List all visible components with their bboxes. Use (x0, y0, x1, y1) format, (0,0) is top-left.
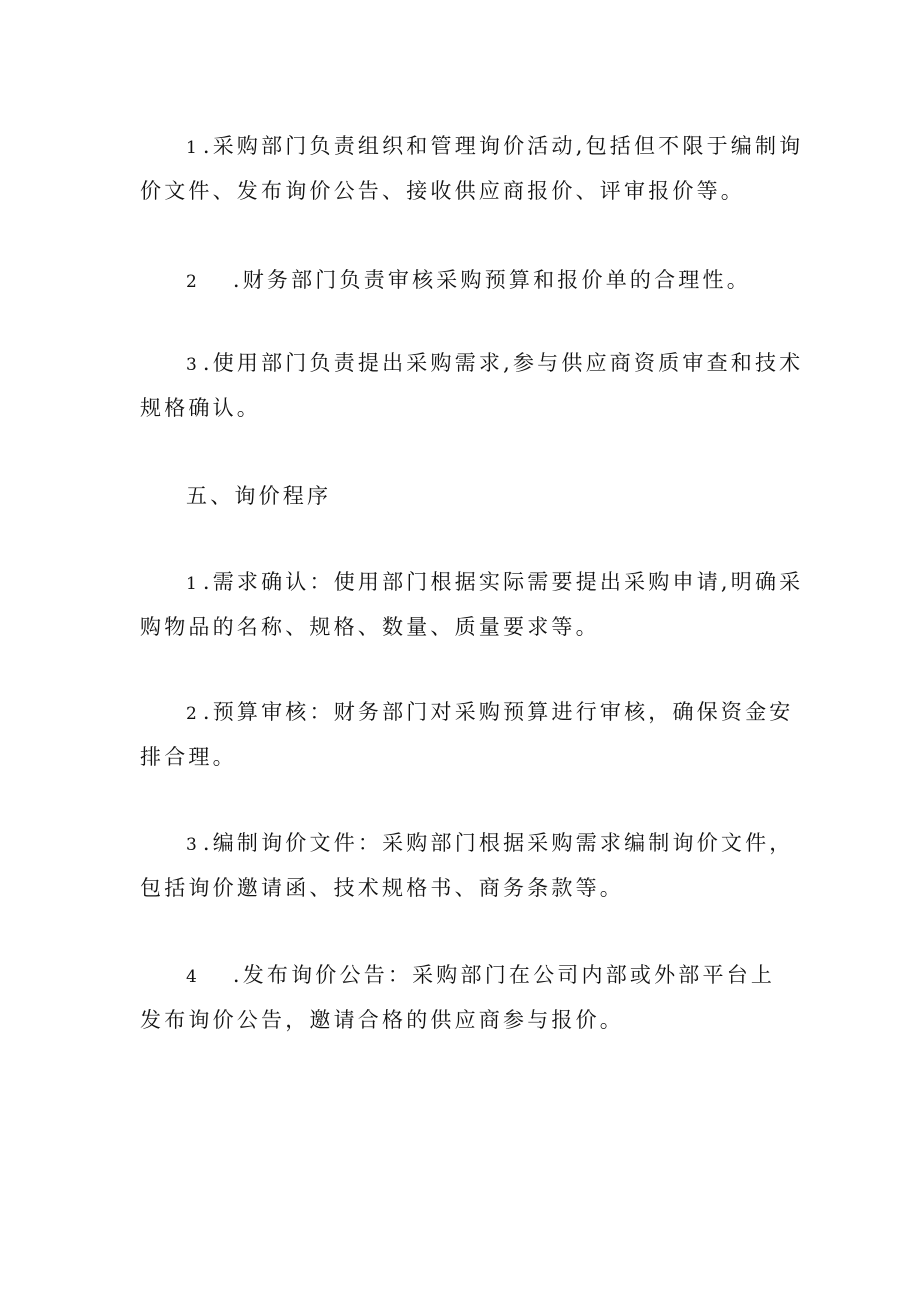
paragraph-line (140, 690, 800, 735)
paragraph-line (140, 953, 800, 998)
paragraph-line: 价文件、发布询价公告、接收供应商报价、评审报价等。 (140, 179, 745, 203)
paragraph-responsibility-user-dept (140, 341, 804, 431)
paragraph-line: 发布询价公告，邀请合格的供应商参与报价。 (140, 1008, 624, 1032)
paragraph-responsibility-procurement (140, 124, 804, 214)
paragraph-step-documents (140, 821, 800, 911)
paragraph-text: .使用部门负责提出采购需求,参与供应商资质审查和技术 (202, 351, 804, 375)
paragraph-line: 购物品的名称、规格、数量、质量要求等。 (140, 615, 600, 639)
paragraph-line (140, 560, 804, 605)
item-number: 1 (186, 138, 197, 158)
section-heading-text: 五、询价程序 (186, 484, 332, 508)
item-number: 1 (186, 574, 197, 594)
paragraph-step-demand (140, 560, 804, 650)
item-number: 4 (186, 967, 197, 987)
paragraph-line: 排合理。 (140, 745, 237, 769)
paragraph-line (140, 258, 800, 303)
paragraph-step-budget (140, 690, 800, 780)
item-number: 2 (186, 272, 197, 292)
item-number: 2 (186, 704, 197, 724)
paragraph-line: 规格确认。 (140, 396, 261, 420)
paragraph-text: .财务部门负责审核采购预算和报价单的合理性。 (232, 268, 751, 292)
paragraph-responsibility-finance (140, 258, 800, 303)
paragraph-line (140, 124, 804, 169)
paragraph-text: .预算审核：财务部门对采购预算进行审核，确保资金安 (202, 700, 794, 724)
paragraph-text: .采购部门负责组织和管理询价活动,包括但不限于编制询 (202, 134, 804, 158)
paragraph-line (140, 341, 804, 386)
section-heading (140, 474, 800, 519)
item-number: 3 (186, 355, 197, 375)
item-number: 3 (186, 835, 197, 855)
paragraph-step-announcement (140, 953, 800, 1043)
paragraph-text: .需求确认：使用部门根据实际需要提出采购申请,明确采 (202, 570, 804, 594)
paragraph-text: .编制询价文件：采购部门根据采购需求编制询价文件， (202, 831, 794, 855)
paragraph-text: .发布询价公告：采购部门在公司内部或外部平台上 (232, 963, 776, 987)
paragraph-line: 包括询价邀请函、技术规格书、商务条款等。 (140, 876, 624, 900)
paragraph-line (140, 821, 800, 866)
